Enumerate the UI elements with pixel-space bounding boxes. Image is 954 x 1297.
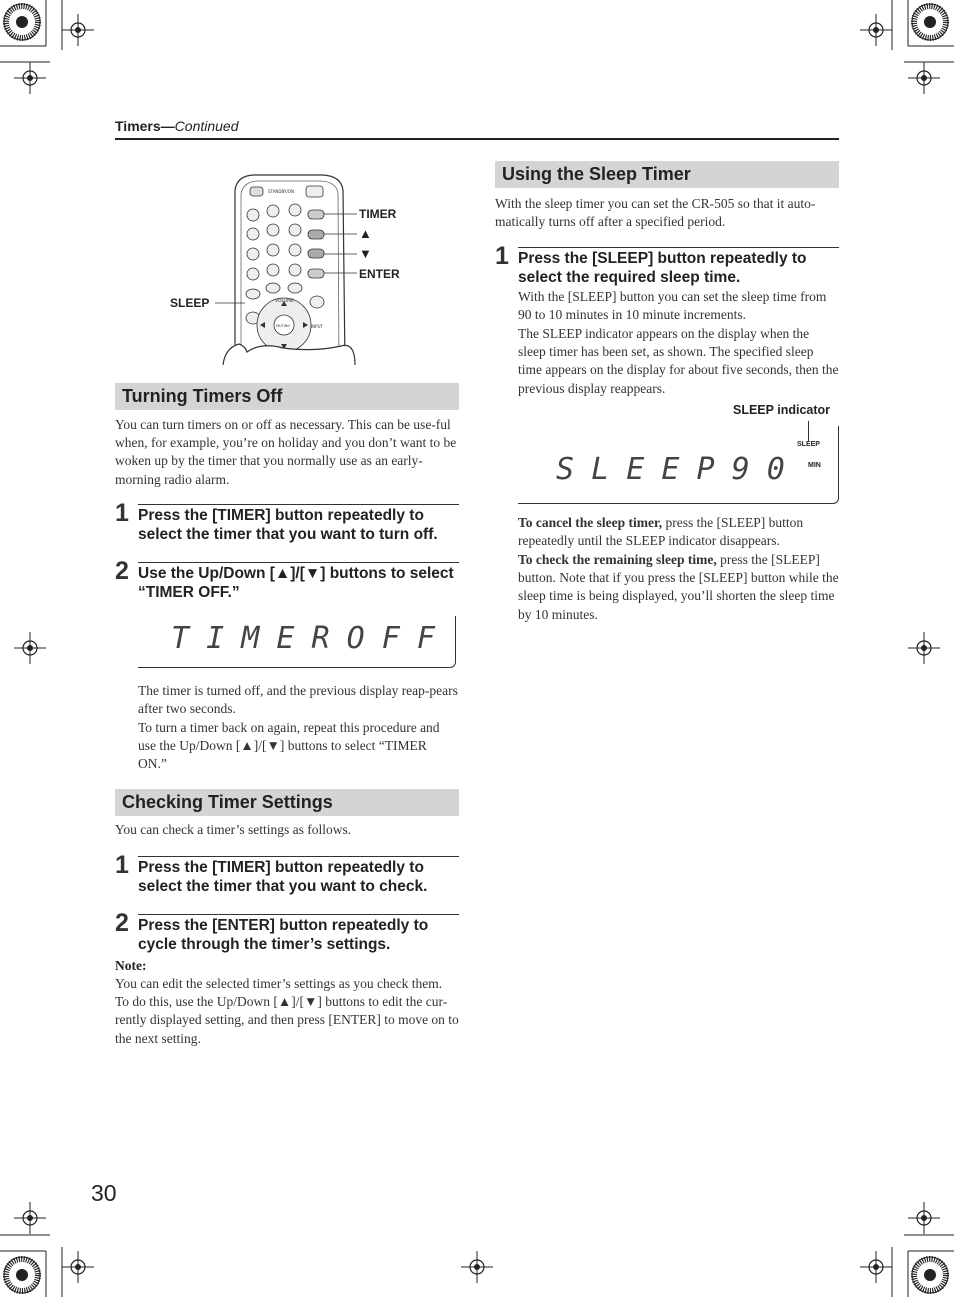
remote-volume-label: VOLUME bbox=[275, 299, 294, 304]
turning-off-intro: You can turn timers on or off as necessary. This can be use-ful when, for example, you’re on holiday and you don’t want to be woken up by the timer that you normally use as an early-morning radio alarm. bbox=[115, 417, 457, 487]
timer-off-display bbox=[138, 616, 456, 668]
callout-sleep: SLEEP bbox=[170, 296, 210, 310]
callout-down: ▼ bbox=[359, 246, 372, 261]
sleep-body2: The SLEEP indicator appears on the display when the sleep timer has been set, as shown. The specified sleep time appears on the display for about five seconds, then the previous display reappears. bbox=[518, 326, 839, 396]
turning-off-step1-number: 1 bbox=[115, 499, 129, 527]
sleep-step1-text: Press the [SLEEP] button repeatedly to select the required sleep time. bbox=[518, 250, 807, 286]
heading-turning-timers-off: Turning Timers Off bbox=[115, 383, 459, 410]
note-text: You can edit the selected timer’s settings as you check them. To do this, use the Up/Down [▲]/[▼] buttons to edit the cur-rently displayed setting, and then press [ENTER] to move on to the next setting. bbox=[115, 976, 459, 1046]
timer-off-display-text: T I M E R O F F bbox=[171, 621, 435, 656]
sleep-check-label: To check the remaining sleep time, bbox=[518, 552, 717, 567]
header-rule bbox=[115, 138, 839, 140]
sleep-check-text: press the [SLEEP] button. Note that if you press the [SLEEP] button while the sleep time is being displayed, you’ll shorten the sleep time by 10 minutes. bbox=[518, 552, 839, 622]
callout-timer: TIMER bbox=[359, 207, 397, 221]
sleep-cancel-text: press the [SLEEP] button repeatedly until the SLEEP indicator disappears. bbox=[518, 515, 804, 549]
callout-enter: ENTER bbox=[359, 267, 400, 281]
sleep-body1: With the [SLEEP] button you can set the sleep time from 90 to 10 minutes in 10 minute increments. bbox=[518, 289, 827, 323]
remote-muting-label: MUTING bbox=[276, 324, 291, 328]
checking-intro: You can check a timer’s settings as follows. bbox=[115, 822, 352, 837]
remote-illustration bbox=[165, 170, 455, 365]
sleep-step1-rule bbox=[518, 247, 839, 248]
checking-step2-rule bbox=[138, 914, 459, 915]
turning-off-after2: To turn a timer back on again, repeat this procedure and use the Up/Down [▲]/[▼] buttons to select “TIMER ON.” bbox=[138, 720, 440, 772]
heading-using-sleep-timer: Using the Sleep Timer bbox=[495, 161, 839, 188]
checking-step1-text: Press the [TIMER] button repeatedly to select the timer that you want to check. bbox=[138, 859, 428, 895]
callout-up: ▲ bbox=[359, 226, 372, 241]
remote-standby-label: STANDBY/ON bbox=[268, 189, 294, 194]
turning-off-step1-text: Press the [TIMER] button repeatedly to select the timer that you want to turn off. bbox=[138, 507, 438, 543]
running-header bbox=[115, 118, 239, 134]
sleep-cancel-paragraph bbox=[518, 514, 839, 550]
turning-off-step1-rule bbox=[138, 504, 459, 505]
heading-checking-timer-settings: Checking Timer Settings bbox=[115, 789, 459, 816]
remote-input-label: INPUT bbox=[311, 324, 323, 329]
checking-step2-text: Press the [ENTER] button repeatedly to cycle through the timer’s settings. bbox=[138, 917, 429, 953]
page-number: 30 bbox=[91, 1180, 117, 1206]
turning-off-step2-number: 2 bbox=[115, 557, 129, 585]
turning-off-after1: The timer is turned off, and the previous display reap-pears after two seconds. bbox=[138, 683, 458, 717]
sleep-display-sleep-indicator: SLEEP bbox=[797, 441, 820, 448]
sleep-intro: With the sleep timer you can set the CR-505 so that it auto-matically turns off after a specified period. bbox=[495, 196, 816, 230]
turning-off-step2-rule bbox=[138, 562, 459, 563]
checking-step1-number: 1 bbox=[115, 851, 129, 879]
note-label: Note: bbox=[115, 958, 147, 973]
header-continued: Continued bbox=[174, 118, 239, 134]
sleep-display-min: MIN bbox=[808, 462, 821, 469]
checking-step2-number: 2 bbox=[115, 909, 129, 937]
turning-off-step2-text: Use the Up/Down [▲]/[▼] buttons to select “TIMER OFF.” bbox=[138, 565, 454, 601]
sleep-indicator-label: SLEEP indicator bbox=[733, 403, 831, 417]
checking-step1-rule bbox=[138, 856, 459, 857]
sleep-cancel-label: To cancel the sleep timer, bbox=[518, 515, 663, 530]
sleep-display bbox=[518, 426, 839, 504]
remote-control-drawing bbox=[165, 170, 455, 365]
sleep-display-text: S L E E P 9 0 bbox=[556, 452, 785, 487]
header-section: Timers— bbox=[115, 118, 175, 134]
sleep-check-paragraph bbox=[518, 551, 839, 624]
sleep-step1-number: 1 bbox=[495, 242, 509, 270]
